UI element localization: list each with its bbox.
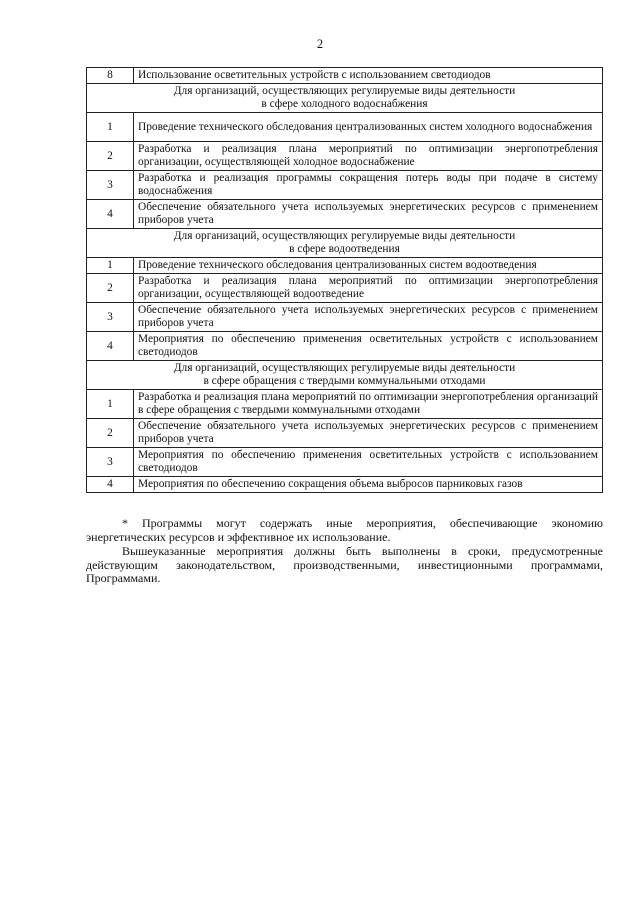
section-header-line: Для организаций, осуществляющих регулируемые виды деятельности <box>173 362 516 374</box>
row-number: 1 <box>87 390 134 419</box>
row-number: 4 <box>87 477 134 493</box>
row-number: 2 <box>87 142 134 171</box>
row-text: Использование осветительных устройств с использованием светодиодов <box>134 68 603 84</box>
section-header-line: в сфере водоотведения <box>289 243 400 255</box>
closing-paragraph: Вышеуказанные мероприятия должны быть выполнены в сроки, предусмотренные действующим законодательством, производственными, инвестиционными программами, Программами. <box>86 544 603 585</box>
table-row <box>87 390 603 419</box>
row-text: Разработка и реализация программы сокращения потерь воды при подаче в систему водоснабжения <box>134 171 603 200</box>
measures-table <box>86 67 603 493</box>
row-number: 1 <box>87 258 134 274</box>
footnote: * Программы могут содержать иные мероприятия, обеспечивающие экономию энергетических ресурсов и эффективное их использование. <box>86 516 603 544</box>
section-header-cold-water <box>87 84 603 113</box>
row-text: Обеспечение обязательного учета используемых энергетических ресурсов с применением приборов учета <box>134 303 603 332</box>
table-row <box>87 274 603 303</box>
row-text: Мероприятия по обеспечению сокращения объема выбросов парниковых газов <box>134 477 603 493</box>
row-text: Обеспечение обязательного учета используемых энергетических ресурсов с применением приборов учета <box>134 200 603 229</box>
table-row <box>87 200 603 229</box>
row-number: 8 <box>87 68 134 84</box>
table-row <box>87 258 603 274</box>
section-header-row <box>87 229 603 258</box>
row-text: Разработка и реализация плана мероприятий по оптимизации энергопотребления организаций в сфере обращения с твердыми коммунальными отходами <box>134 390 603 419</box>
table-row <box>87 113 603 142</box>
row-text: Проведение технического обследования централизованных систем холодного водоснабжения <box>134 113 603 142</box>
row-number: 1 <box>87 113 134 142</box>
table-row <box>87 68 603 84</box>
row-number: 4 <box>87 200 134 229</box>
row-number: 4 <box>87 332 134 361</box>
section-header-line: в сфере обращения с твердыми коммунальными отходами <box>203 375 486 387</box>
table-row <box>87 303 603 332</box>
row-text: Обеспечение обязательного учета используемых энергетических ресурсов с применением приборов учета <box>134 419 603 448</box>
section-header-wastewater <box>87 229 603 258</box>
section-header-line: Для организаций, осуществляющих регулируемые виды деятельности <box>173 230 516 242</box>
row-number: 3 <box>87 448 134 477</box>
table-row <box>87 477 603 493</box>
page-number: 2 <box>316 37 324 51</box>
table-row <box>87 332 603 361</box>
row-text: Мероприятия по обеспечению применения осветительных устройств с использованием светодиодов <box>134 448 603 477</box>
row-number: 2 <box>87 419 134 448</box>
table-row <box>87 419 603 448</box>
row-number: 3 <box>87 171 134 200</box>
table-row <box>87 171 603 200</box>
table-row <box>87 142 603 171</box>
section-header-row <box>87 84 603 113</box>
section-header-row <box>87 361 603 390</box>
row-number: 3 <box>87 303 134 332</box>
section-header-line: Для организаций, осуществляющих регулируемые виды деятельности <box>173 85 516 97</box>
table-row <box>87 448 603 477</box>
row-number: 2 <box>87 274 134 303</box>
row-text: Проведение технического обследования централизованных систем водоотведения <box>134 258 603 274</box>
section-header-solid-waste <box>87 361 603 390</box>
row-text: Разработка и реализация плана мероприятий по оптимизации энергопотребления организации, осуществляющей водоотведение <box>134 274 603 303</box>
row-text: Мероприятия по обеспечению применения осветительных устройств с использованием светодиодов <box>134 332 603 361</box>
section-header-line: в сфере холодного водоснабжения <box>261 98 428 110</box>
row-text: Разработка и реализация плана мероприятий по оптимизации энергопотребления организации, осуществляющей холодное водоснабжение <box>134 142 603 171</box>
